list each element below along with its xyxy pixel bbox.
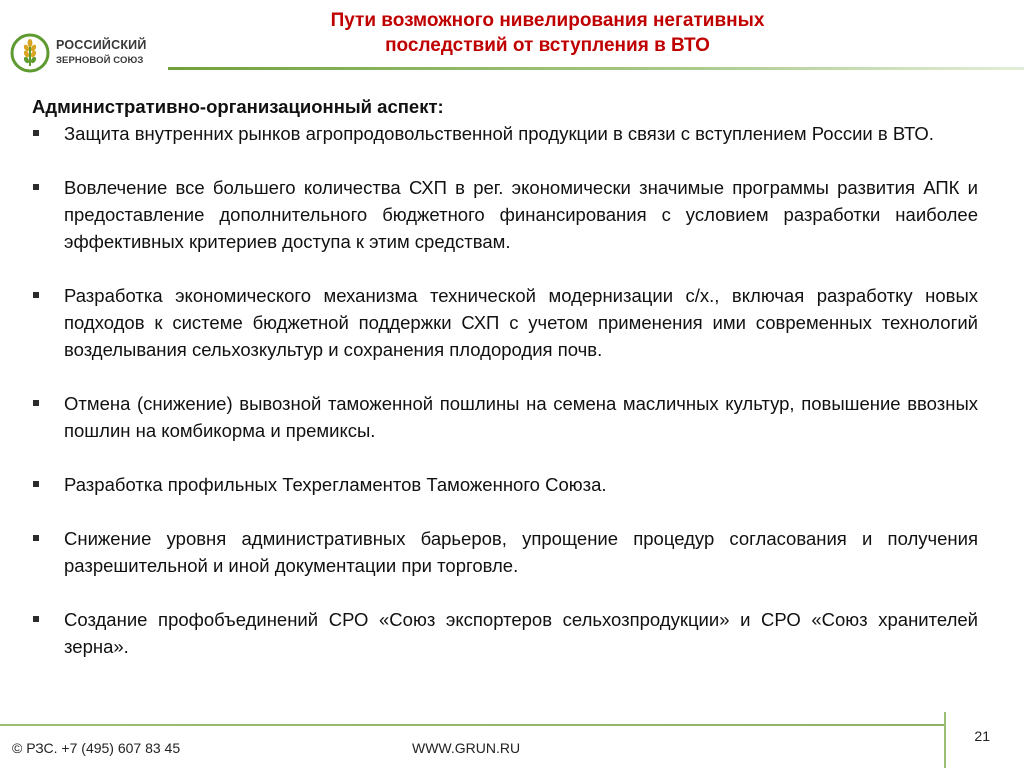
- section-heading: Административно-организационный аспект:: [32, 96, 444, 117]
- list-item: [32, 471, 978, 498]
- header-divider: [168, 67, 1024, 70]
- bullet-icon: [33, 184, 39, 190]
- logo-line-2: ЗЕРНОВОЙ СОЮЗ: [56, 55, 144, 66]
- bullet-icon: [33, 616, 39, 622]
- wheat-icon: [10, 33, 50, 73]
- list-item: [32, 282, 978, 363]
- logo-text: [56, 38, 147, 68]
- list-item: [32, 390, 978, 444]
- title-line-1: Пути возможного нивелирования негативных: [330, 10, 765, 31]
- page-number: 21: [974, 728, 990, 744]
- list-item: [32, 174, 978, 255]
- bullet-icon: [33, 130, 39, 136]
- page-title: [170, 8, 925, 58]
- footer-contact: © РЗС. +7 (495) 607 83 45: [12, 740, 181, 756]
- list-item-text: Разработка экономического механизма технической модернизации с/х., включая разработку новых подходов к системе бюджетной поддержки СХП с учетом применения ими современных технологий возделывания сельхозкультур и сохранения плодородия почв.: [64, 285, 978, 360]
- footer-website-link[interactable]: WWW.GRUN.RU: [412, 740, 521, 756]
- main-content: [32, 94, 978, 660]
- logo: [10, 30, 160, 76]
- list-item-text: Вовлечение все большего количества СХП в рег. экономически значимые программы развития АПК и предоставление дополнительного бюджетного финансирования с условием разработки наиболее эффективных критериев доступа к этим средствам.: [64, 177, 978, 252]
- list-item: [32, 525, 978, 579]
- list-item-text: Создание профобъединений СРО «Союз экспортеров сельхозпродукции» и СРО «Союз хранителей зерна».: [64, 609, 978, 657]
- footer-divider: [0, 724, 944, 726]
- list-item-text: Разработка профильных Техрегламентов Таможенного Союза.: [64, 474, 607, 495]
- bullet-list: [32, 120, 978, 660]
- bullet-icon: [33, 292, 39, 298]
- bullet-icon: [33, 535, 39, 541]
- list-item-text: Защита внутренних рынков агропродовольственной продукции в связи с вступлением России в ВТО.: [64, 123, 934, 144]
- list-item-text: Отмена (снижение) вывозной таможенной пошлины на семена масличных культур, повышение ввозных пошлин на комбикорма и премиксы.: [64, 393, 978, 441]
- list-item: [32, 606, 978, 660]
- bullet-icon: [33, 481, 39, 487]
- title-line-2: последствий от вступления в ВТО: [385, 35, 710, 56]
- list-item-text: Снижение уровня административных барьеров, упрощение процедур согласования и получения разрешительной и иной документации при торговле.: [64, 528, 978, 576]
- bullet-icon: [33, 400, 39, 406]
- list-item: [32, 120, 978, 147]
- logo-line-1: РОССИЙСКИЙ: [56, 38, 147, 52]
- footer-vertical-divider: [944, 712, 946, 768]
